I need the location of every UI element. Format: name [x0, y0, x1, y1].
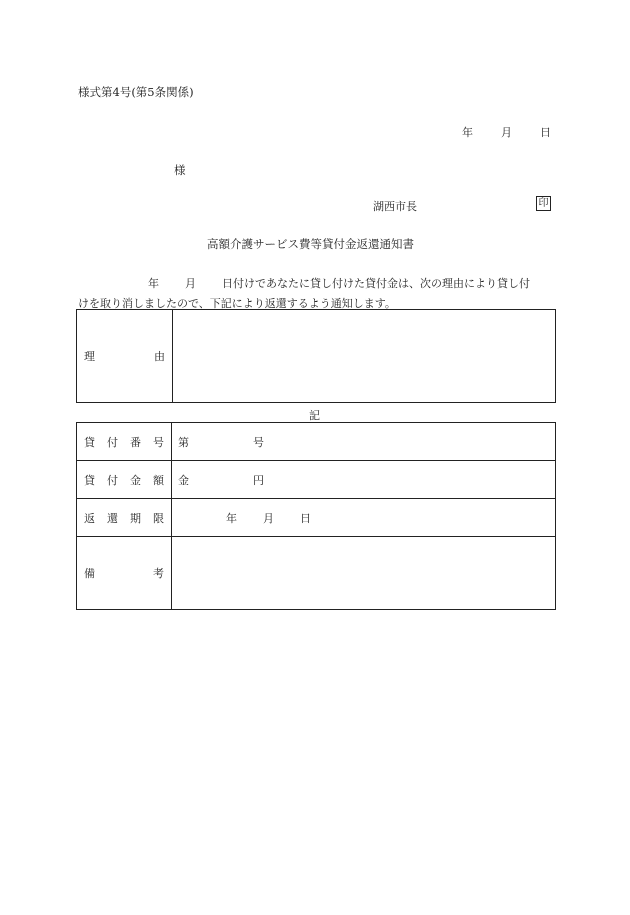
loan-amount-value-cell	[172, 461, 556, 499]
document-title: 高額介護サービス費等貸付金返還通知書	[207, 237, 414, 251]
seal-mark: 印	[536, 196, 551, 211]
table-row	[77, 499, 556, 537]
remarks-label: 備 考	[84, 567, 164, 580]
reason-label-cell	[77, 310, 173, 403]
form-number: 様式第4号(第5条関係)	[78, 85, 194, 99]
date-month-label: 月	[501, 126, 512, 139]
date-year-label: 年	[462, 126, 473, 139]
body-line1-text: 日付けであなたに貸し付けた貸付金は、次の理由により貸し付	[222, 277, 530, 290]
date-day-label: 日	[540, 126, 551, 139]
repayment-deadline-label-cell	[77, 499, 172, 537]
table-row	[77, 310, 556, 403]
notice-body-line-1	[78, 274, 553, 294]
repayment-deadline-value: 年 月 日	[226, 511, 311, 525]
body-month-label: 月	[185, 277, 196, 290]
table-row	[77, 461, 556, 499]
loan-amount-label: 貸 付 金 額	[84, 473, 164, 487]
issuer-name: 湖西市長	[373, 200, 417, 213]
notice-body-line-2: けを取り消しましたので、下記により返還するよう通知します。	[78, 297, 396, 310]
loan-number-value: 第 号	[178, 435, 264, 449]
loan-amount-value: 金 円	[178, 473, 264, 487]
body-year-label: 年	[148, 277, 159, 290]
remarks-value-cell	[172, 537, 556, 610]
repayment-deadline-value-cell	[172, 499, 556, 537]
notice-body	[78, 274, 553, 314]
loan-number-value-cell	[172, 423, 556, 461]
remarks-label-cell	[77, 537, 172, 610]
reason-value-cell	[173, 310, 556, 403]
issue-date	[462, 124, 551, 140]
note-mark: 記	[309, 409, 320, 422]
addressee-suffix: 様	[174, 163, 186, 177]
table-row	[77, 537, 556, 610]
repayment-deadline-label: 返 還 期 限	[84, 511, 164, 525]
table-row	[77, 423, 556, 461]
detail-table	[76, 422, 556, 610]
loan-number-label-cell	[77, 423, 172, 461]
loan-number-label: 貸 付 番 号	[84, 435, 164, 449]
reason-label: 理 由	[84, 350, 165, 363]
loan-amount-label-cell	[77, 461, 172, 499]
reason-table	[76, 309, 556, 403]
